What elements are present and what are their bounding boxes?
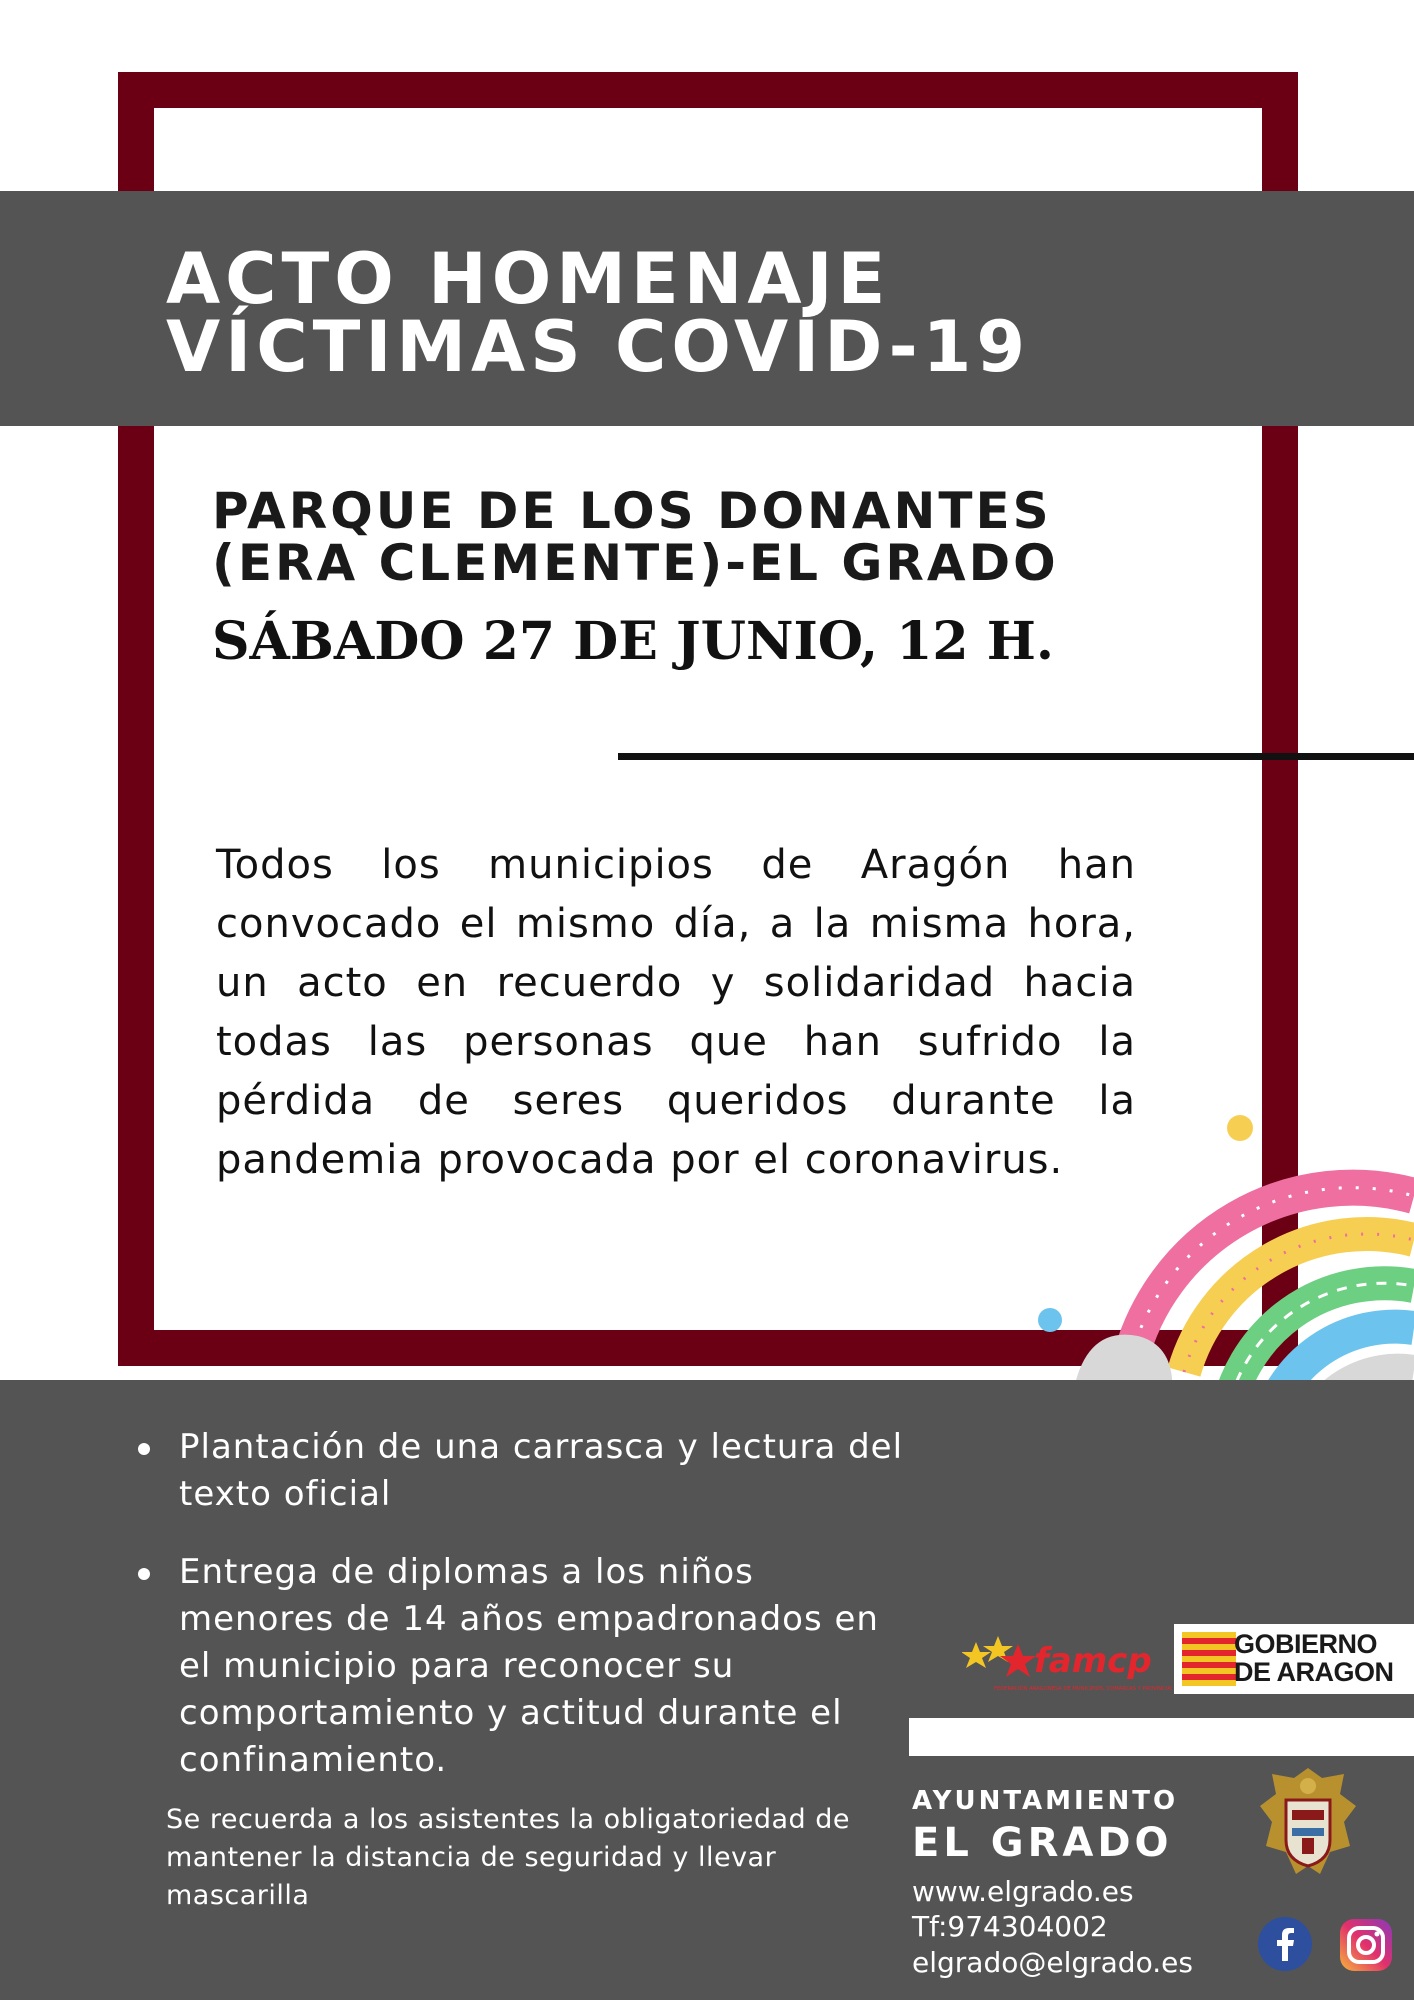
event-date: SÁBADO 27 DE JUNIO, 12 H.: [212, 611, 1054, 672]
email-link[interactable]: elgrado@elgrado.es: [912, 1946, 1193, 1979]
organizer-name: EL GRADO: [912, 1820, 1173, 1866]
website-link[interactable]: www.elgrado.es: [912, 1875, 1134, 1908]
location-line-1: PARQUE DE LOS DONANTES: [212, 482, 1052, 540]
divider-line: [618, 753, 1414, 760]
list-item: Entrega de diplomas a los niños menores de 14 años empadronados en el municipio para reconocer su comportamiento y actitud durante el confinamiento.: [130, 1549, 920, 1784]
location-line-2: (ERA CLEMENTE)-EL GRADO: [212, 534, 1059, 592]
description-paragraph: Todos los municipios de Aragón han convocado el mismo día, a la misma hora, un acto en recuerdo y solidaridad hacia todas las personas que han sufrido la pérdida de seres queridos durante la pandemia provocada por el coronavirus.: [216, 842, 1136, 1183]
facebook-icon[interactable]: [1258, 1917, 1312, 1971]
title-line-1: ACTO HOMENAJE: [166, 238, 891, 320]
gobierno-line-1: GOBIERNO: [1234, 1629, 1378, 1659]
organizer-label: AYUNTAMIENTO: [912, 1786, 1179, 1816]
aragon-flag-icon: [1182, 1632, 1236, 1686]
famcp-logo-text: famcp: [1034, 1641, 1152, 1681]
famcp-logo: [962, 1628, 1172, 1698]
title-line-2: VÍCTIMAS COVID-19: [166, 306, 1031, 388]
famcp-logo-subtitle: FEDERACIÓN ARAGONESA DE MUNICIPIOS, COMARCAS Y PROVINCIAS: [994, 1686, 1172, 1692]
gobierno-aragon-logo: [1174, 1624, 1414, 1694]
instagram-icon[interactable]: [1338, 1917, 1394, 1973]
gobierno-aragon-text: [1234, 1630, 1394, 1686]
activities-list: [130, 1424, 920, 1784]
phone-number: Tf:974304002: [912, 1910, 1108, 1943]
white-strip: [909, 1718, 1414, 1756]
coat-of-arms-icon: [1258, 1766, 1358, 1884]
safety-reminder: Se recuerda a los asistentes la obligatoriedad de mantener la distancia de seguridad y llevar mascarilla: [166, 1804, 850, 1911]
gobierno-line-2: DE ARAGON: [1234, 1657, 1394, 1687]
list-item: Plantación de una carrasca y lectura del texto oficial: [130, 1424, 920, 1518]
